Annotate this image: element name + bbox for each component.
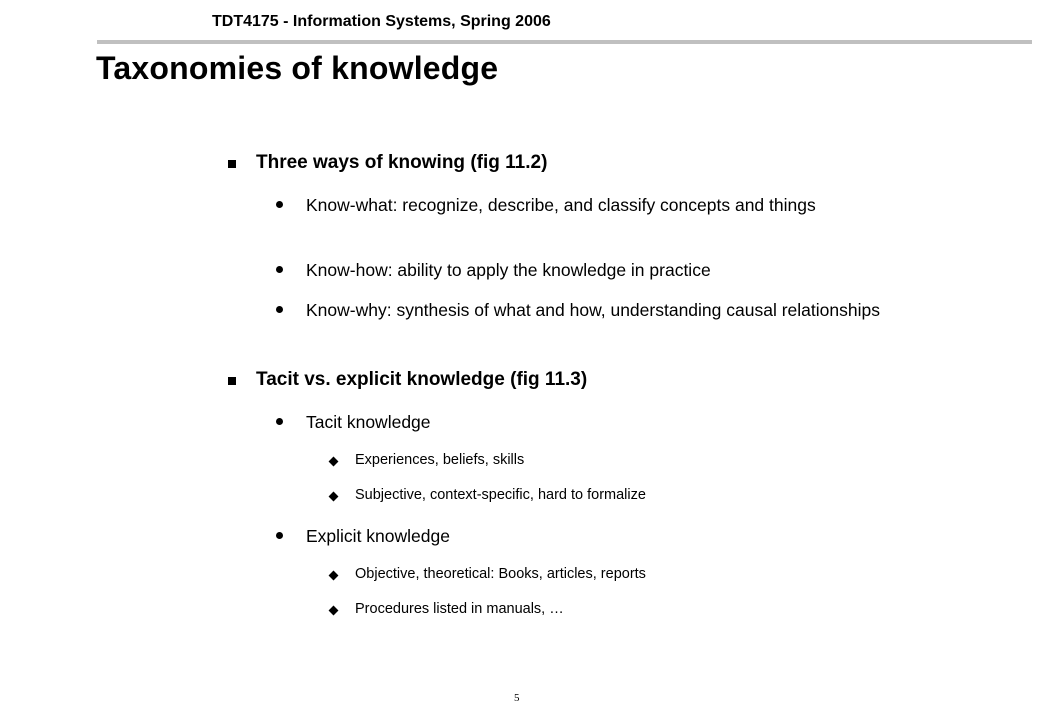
diamond-bullet-icon (329, 492, 339, 502)
subbullet-text: Know-why: synthesis of what and how, understanding causal relationships (306, 300, 880, 320)
subbullet-text: Know-what: recognize, describe, and classify concepts and things (306, 195, 816, 215)
round-bullet-icon (276, 201, 283, 208)
diamond-bullet-icon (329, 457, 339, 467)
page-number: 5 (514, 692, 520, 704)
subsubbullet-text: Objective, theoretical: Books, articles, reports (355, 566, 646, 582)
subbullet-text: Tacit knowledge (306, 412, 431, 432)
round-bullet-icon (276, 266, 283, 273)
subsubbullet-text: Subjective, context-specific, hard to formalize (355, 487, 646, 503)
square-bullet-icon (228, 160, 236, 168)
round-bullet-icon (276, 418, 283, 425)
square-bullet-icon (228, 377, 236, 385)
subsubbullet-text: Procedures listed in manuals, … (355, 601, 564, 617)
diamond-bullet-icon (329, 571, 339, 581)
slide-title: Taxonomies of knowledge (96, 50, 499, 86)
round-bullet-icon (276, 532, 283, 539)
subbullet-text: Know-how: ability to apply the knowledge in practice (306, 260, 711, 280)
course-header: TDT4175 - Information Systems, Spring 2006 (212, 13, 551, 30)
bullet-text: Three ways of knowing (fig 11.2) (256, 152, 548, 173)
round-bullet-icon (276, 306, 283, 313)
diamond-bullet-icon (329, 606, 339, 616)
subsubbullet-text: Experiences, beliefs, skills (355, 452, 525, 468)
bullet-text: Tacit vs. explicit knowledge (fig 11.3) (256, 369, 588, 390)
subbullet-text: Explicit knowledge (306, 526, 450, 546)
